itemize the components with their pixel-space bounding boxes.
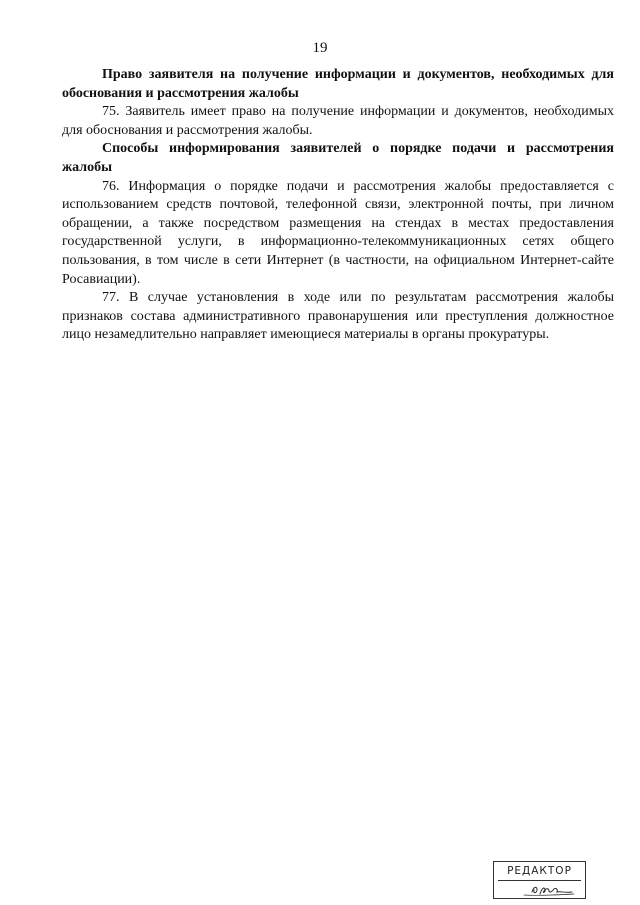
paragraph-75: 75. Заявитель имеет право на получение информации и документов, необходимых для обоснования и рассмотрения жалобы. xyxy=(62,104,614,138)
handwritten-signature xyxy=(504,882,579,898)
section-heading-applicant-rights: Право заявителя на получение информации и документов, необходимых для обоснования и рассмотрения жалобы xyxy=(62,67,614,101)
page-number: 19 xyxy=(312,40,328,56)
paragraph-76: 76. Информация о порядке подачи и рассмотрения жалобы предоставляется с использованием средств почтовой, телефонной связи, электронной почты, при личном обращении, а также посредством размещения на стендах в местах предоставления государственной услуги, в информационно-телекоммуникационных сетях общего пользования, в том числе в сети Интернет (в частности, на официальном Интернет-сайте Росавиации). xyxy=(62,178,614,287)
paragraph-77: 77. В случае установления в ходе или по результатам рассмотрения жалобы признаков состава административного правонарушения или преступления должностное лицо незамедлительно направляет имеющиеся материалы в органы прокуратуры. xyxy=(62,290,614,343)
section-heading-informing-methods: Способы информирования заявителей о порядке подачи и рассмотрения жалобы xyxy=(62,141,614,175)
document-body xyxy=(62,66,614,345)
stamp-divider xyxy=(498,880,581,881)
stamp-title: РЕДАКТОР xyxy=(507,865,572,877)
editor-stamp xyxy=(493,861,586,899)
